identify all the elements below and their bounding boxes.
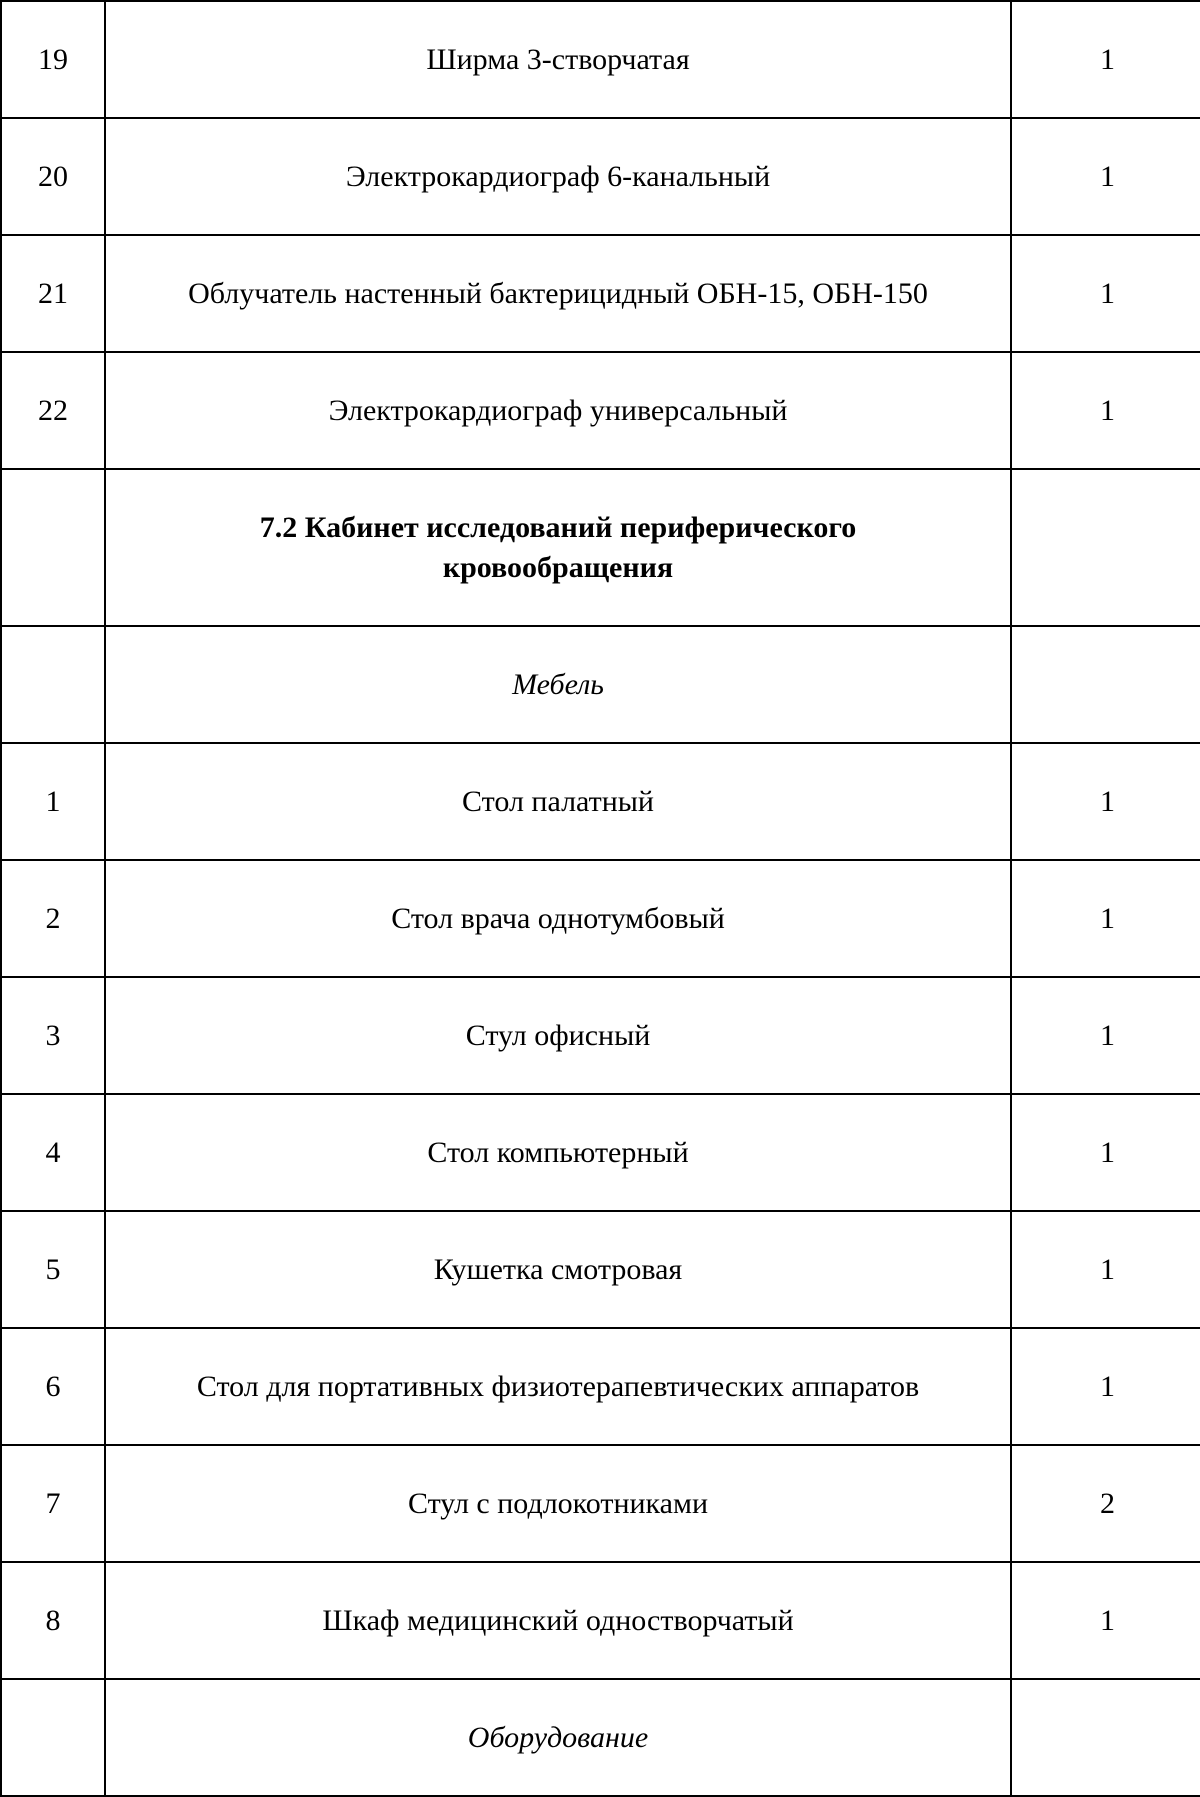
- row-number: 7: [1, 1445, 105, 1562]
- item-quantity: 1: [1011, 1, 1200, 118]
- table-row: [1, 1562, 1200, 1679]
- item-quantity: 1: [1011, 860, 1200, 977]
- row-number: [1, 1679, 105, 1796]
- row-number: 22: [1, 352, 105, 469]
- category-title: Мебель: [105, 626, 1011, 743]
- item-quantity: [1011, 1679, 1200, 1796]
- row-number: 3: [1, 977, 105, 1094]
- row-number: 20: [1, 118, 105, 235]
- item-name: Ширма 3-створчатая: [105, 1, 1011, 118]
- table-row: [1, 1211, 1200, 1328]
- item-quantity: 1: [1011, 743, 1200, 860]
- item-quantity: [1011, 469, 1200, 626]
- table-row: [1, 235, 1200, 352]
- item-name: Кушетка смотровая: [105, 1211, 1011, 1328]
- category-row: [1, 1679, 1200, 1796]
- item-quantity: 1: [1011, 977, 1200, 1094]
- table-row: [1, 1, 1200, 118]
- row-number: 4: [1, 1094, 105, 1211]
- table-row: [1, 1094, 1200, 1211]
- item-name: Стул с подлокотниками: [105, 1445, 1011, 1562]
- row-number: 6: [1, 1328, 105, 1445]
- section-title-line: 7.2 Кабинет исследований периферического: [259, 510, 857, 544]
- item-quantity: 1: [1011, 235, 1200, 352]
- row-number: 19: [1, 1, 105, 118]
- item-name: Стол палатный: [105, 743, 1011, 860]
- item-name: Стул офисный: [105, 977, 1011, 1094]
- table-row: [1, 352, 1200, 469]
- item-name: Стол для портативных физиотерапевтических аппаратов: [105, 1328, 1011, 1445]
- item-name: Шкаф медицинский одностворчатый: [105, 1562, 1011, 1679]
- row-number: [1, 626, 105, 743]
- row-number: [1, 469, 105, 626]
- row-number: 8: [1, 1562, 105, 1679]
- table-row: [1, 1445, 1200, 1562]
- item-quantity: 1: [1011, 118, 1200, 235]
- table-row: [1, 860, 1200, 977]
- category-title: Оборудование: [105, 1679, 1011, 1796]
- item-quantity: 1: [1011, 1211, 1200, 1328]
- item-quantity: 1: [1011, 1562, 1200, 1679]
- item-quantity: 2: [1011, 1445, 1200, 1562]
- item-name: Электрокардиограф 6-канальный: [105, 118, 1011, 235]
- item-quantity: [1011, 626, 1200, 743]
- table-row: [1, 1328, 1200, 1445]
- item-quantity: 1: [1011, 1328, 1200, 1445]
- item-quantity: 1: [1011, 1094, 1200, 1211]
- table-row: [1, 743, 1200, 860]
- section-title-line: кровообращения: [442, 550, 674, 584]
- row-number: 5: [1, 1211, 105, 1328]
- item-name: Электрокардиограф универсальный: [105, 352, 1011, 469]
- row-number: 1: [1, 743, 105, 860]
- table-row: [1, 118, 1200, 235]
- item-name: Стол компьютерный: [105, 1094, 1011, 1211]
- item-name: Облучатель настенный бактерицидный ОБН-15, ОБН-150: [105, 235, 1011, 352]
- section-title: [105, 469, 1011, 626]
- item-name: Стол врача однотумбовый: [105, 860, 1011, 977]
- item-quantity: 1: [1011, 352, 1200, 469]
- row-number: 21: [1, 235, 105, 352]
- section-header-row: [1, 469, 1200, 626]
- row-number: 2: [1, 860, 105, 977]
- category-row: [1, 626, 1200, 743]
- table-row: [1, 977, 1200, 1094]
